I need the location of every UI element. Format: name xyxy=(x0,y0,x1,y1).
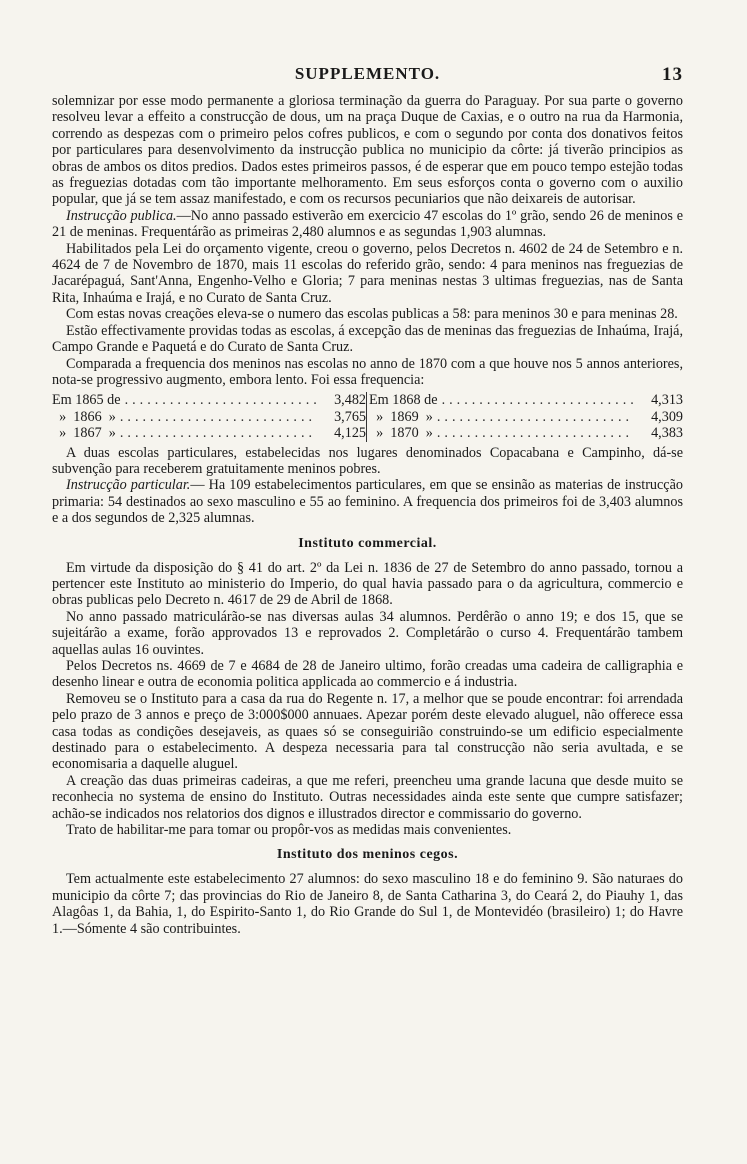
run-in-heading: Instrucção publica. xyxy=(66,207,177,224)
paragraph-text: — Ha 109 estabelecimentos particulares, em que se ensinão as materias de instrucção primaria: 54 destinados ao sexo masculino e 55 ao feminino. A frequencia dos primeiros foi de 3,403 alumnos e a dos segundos de 2,325 alumnas. xyxy=(52,477,683,527)
paragraph: Em virtude da disposição do § 41 do art. 2º da Lei n. 1836 de 27 de Setembro do anno passado, tornou a pertencer este Instituto ao ministerio do Imperio, do qual havia passado para o da agricultura, commercio e obras publicas pelo Decreto n. 4617 de 29 de Abril de 1868. xyxy=(52,559,683,609)
page-body xyxy=(52,93,683,937)
paragraph-continued: solemnizar por esse modo permanente a gloriosa terminação da guerra do Paraguay. Por sua parte o governo resolveu levar a effeito a construcção de dous, um na praça Duque de Caxias, e o outro na rua da Harmonia, correndo as despezas com o primeiro pelos cofres publicos, e com o segundo por conta dos donativos feitos por particulares para desenvolvimento da instrucção publica no municipio da côrte: já tiverão principios as obras de ambos os ditos predios. Dados estes primeiros passos, é de esperar que em pouco tempo estejão todas as freguezias dotadas com tão importante melhoramento. Em seus esforços conta o governo com o auxilio popular, que já se tem assaz manifestado, e com os recursos pecuniarios que não deixareis de autorisar. xyxy=(52,93,683,208)
table-row: Em 1868 de .......................... 4,313 xyxy=(369,392,683,409)
paragraph: Removeu se o Instituto para a casa da rua do Regente n. 17, a melhor que se poude encontrar: foi arrendada pelo prazo de 3 annos e preço de 3:000$000 annuaes. Apezar porém deste elevado aluguel, não offerece essa casa todas as condições desejaveis, as quaes só se conseguirião construindo-se um edificio especialmente destinado para o estabelecimento. A despeza necessaria para tal construcção não seria avultada, e se economisaria a daquelle aluguel. xyxy=(52,690,683,773)
paragraph: Tem actualmente este estabelecimento 27 alumnos: do sexo masculino 18 e do feminino 9. São naturaes do municipio da côrte 7; das provincias do Rio de Janeiro 8, de Santa Catharina 3, do Ceará 2, do Piauhy 1, das Alagôas 1, da Bahia, 1, do Espirito-Santo 1, do Rio Grande do Sul 1, de Montevidéo (brasileiro) 1; do Havre 1.—Sómente 4 são contribuintes. xyxy=(52,871,683,937)
paragraph: Com estas novas creações eleva-se o numero das escolas publicas a 58: para meninos 30 e para meninas 28. xyxy=(66,306,678,323)
table-row: » 1869 » .......................... 4,309 xyxy=(369,408,683,425)
frequency-column-left xyxy=(52,392,366,441)
paragraph: Trato de habilitar-me para tomar ou propôr-vos as medidas mais convenientes. xyxy=(66,822,512,839)
table-row: » 1866 » .......................... 3,765 xyxy=(52,408,366,425)
table-row: Em 1865 de .......................... 3,482 xyxy=(52,392,366,409)
paragraph: A creação das duas primeiras cadeiras, a que me referi, preencheu uma grande lacuna que desde muito se reconhecia no systema de ensino do Instituto. Outras necessidades ainda este sente que cumpre satisfazer; achão-se indicados nos relatorios dos dignos e illustrados director e commissario do governo. xyxy=(52,772,683,822)
paragraph: Comparada a frequencia dos meninos nas escolas no anno de 1870 com a que houve nos 5 annos anteriores, nota-se progressivo augmento, embora lento. Foi essa frequencia: xyxy=(52,355,683,388)
paragraph: Pelos Decretos ns. 4669 de 7 e 4684 de 28 de Janeiro ultimo, forão creadas uma cadeira de calligraphia e desenho linear e outra de economia politica applicada ao commercio e á industria. xyxy=(52,658,683,691)
paragraph: Estão effectivamente providas todas as escolas, á excepção das de meninas das freguezias de Inhaúma, Irajá, Campo Grande e Paquetá e do Curato de Santa Cruz. xyxy=(52,322,683,356)
table-row: » 1867 » .......................... 4,125 xyxy=(52,425,366,442)
paragraph-instrucao-particular xyxy=(52,477,683,526)
section-heading-commercial: Instituto commercial. xyxy=(298,535,437,551)
paragraph-instrucao-publica xyxy=(52,208,683,241)
paragraph: No anno passado matriculárão-se nas diversas aulas 34 alumnos. Perdêrão o anno 19; e dos 15, que se sujeitárão a exame, forão approvados 13 e reprovados 2. Completárão o curso 4. Frequentárão tambem aquellas aulas 16 ouvintes. xyxy=(52,608,683,658)
frequency-table xyxy=(52,392,683,441)
table-row: » 1870 » .......................... 4,383 xyxy=(369,425,683,442)
paragraph: A duas escolas particulares, estabelecidas nos lugares denominados Copacabana e Campinho, dá-se subvenção para receberem gratuitamente meninos pobres. xyxy=(52,444,683,477)
page-number: 13 xyxy=(662,64,683,85)
frequency-column-right xyxy=(366,392,683,441)
page-header xyxy=(52,64,683,86)
section-heading-blind-children: Instituto dos meninos cegos. xyxy=(276,847,459,863)
paragraph-text: —No anno passado estiverão em exercicio 47 escolas do 1º grão, sendo 26 de meninos e 21 de meninas. Frequentárão as primeiras 2,480 alumnos e as segundas 1,903 alumnas. xyxy=(52,207,684,241)
running-title: SUPPLEMENTO. xyxy=(294,64,441,83)
run-in-heading: Instrucção particular. xyxy=(66,477,191,494)
paragraph: Habilitados pela Lei do orçamento vigente, creou o governo, pelos Decretos n. 4602 de 24 de Setembro e n. 4624 de 7 de Novembro de 1870, mais 11 escolas do referido grão, sendo: 4 para meninos nas freguezias de Jacarépaguá, Sant'Anna, Engenho-Velho e Gloria; 7 para meninas nestas 3 ultimas freguezias, nas de Santa Rita, Inhaúma e Irajá, e no Curato de Santa Cruz. xyxy=(52,240,683,306)
